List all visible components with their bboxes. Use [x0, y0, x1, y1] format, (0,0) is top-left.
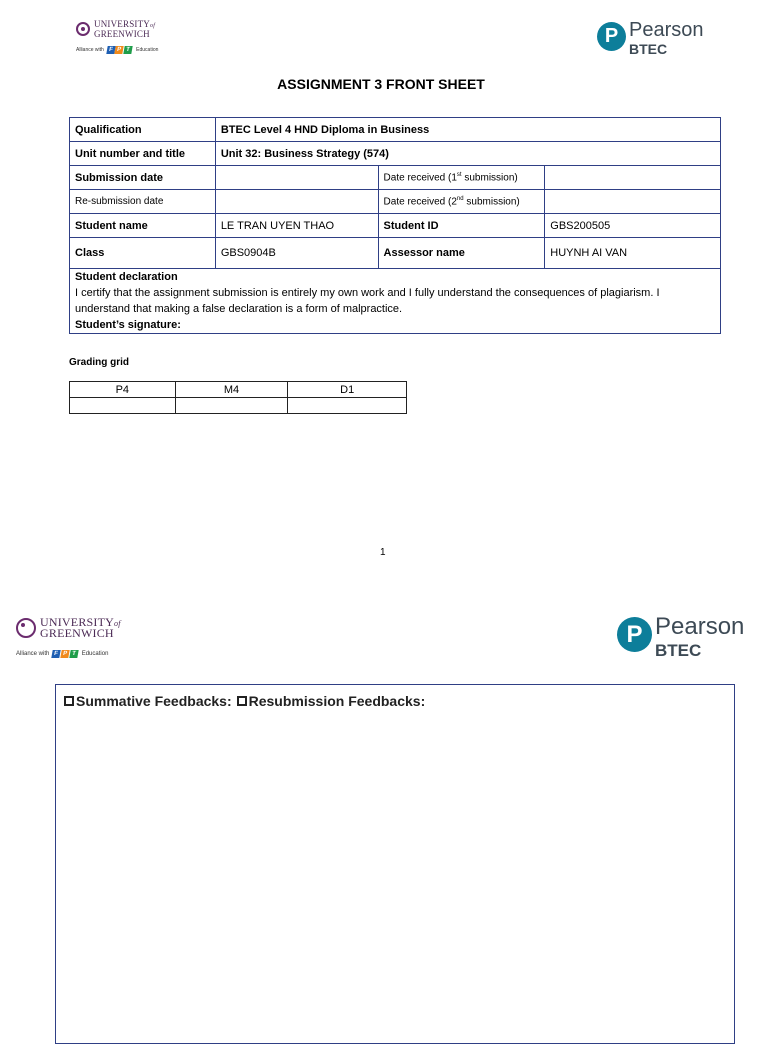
- student-id-label: Student ID: [378, 214, 545, 238]
- feedback-header: [64, 693, 425, 709]
- declaration-text: I certify that the assignment submission is entirely my own work and I fully understand the consequences of plagiarism. I understand that making a false declaration is a form of malpractice.: [75, 287, 660, 315]
- assessor-label: Assessor name: [378, 238, 545, 269]
- pearson-p-icon: P: [617, 617, 652, 652]
- grading-grid-table: [69, 381, 407, 414]
- declaration-title: Student declaration: [75, 271, 178, 283]
- student-id-value: GBS200505: [545, 214, 721, 238]
- date-received-2-value[interactable]: [545, 190, 721, 214]
- fpt-alliance-logo: Alliance with F P T Education: [16, 650, 109, 657]
- student-name-label: Student name: [70, 214, 216, 238]
- page-number: 1: [380, 547, 386, 558]
- resubmission-feedback-label: Resubmission Feedbacks:: [248, 693, 426, 709]
- page-title: ASSIGNMENT 3 FRONT SHEET: [277, 76, 485, 92]
- resubmission-date-label: Re-submission date: [70, 190, 216, 214]
- date-received-1-label: Date received (1st submission): [378, 166, 545, 190]
- grading-header-row: [70, 382, 407, 398]
- grading-value-row: [70, 398, 407, 414]
- university-crest-icon: [76, 22, 90, 36]
- grade-header-p4: P4: [70, 382, 176, 398]
- grade-header-m4: M4: [175, 382, 288, 398]
- resubmission-date-row: [70, 190, 721, 214]
- assessor-value: HUYNH AI VAN: [545, 238, 721, 269]
- grade-value-m4[interactable]: [175, 398, 288, 414]
- grading-grid-label: Grading grid: [69, 357, 129, 368]
- signature-label: Student’s signature:: [75, 319, 181, 331]
- declaration-row: [70, 269, 721, 334]
- qualification-label: Qualification: [70, 118, 216, 142]
- unit-label: Unit number and title: [70, 142, 216, 166]
- class-row: [70, 238, 721, 269]
- pearson-btec-logo-page2: P Pearson BTEC: [617, 615, 744, 659]
- resubmission-date-value[interactable]: [215, 190, 378, 214]
- university-logo: UNIVERSITYof GREENWICH Alliance with F P T Education: [76, 19, 159, 54]
- qualification-row: [70, 118, 721, 142]
- student-row: [70, 214, 721, 238]
- fpt-alliance-logo: Alliance with F P T Education: [76, 47, 159, 54]
- class-label: Class: [70, 238, 216, 269]
- university-crest-icon: [16, 618, 36, 638]
- unit-value: Unit 32: Business Strategy (574): [215, 142, 720, 166]
- grade-header-d1: D1: [288, 382, 407, 398]
- grade-value-p4[interactable]: [70, 398, 176, 414]
- fpt-icon: F P T: [107, 46, 133, 54]
- resubmission-checkbox-icon[interactable]: [237, 696, 247, 706]
- university-logo-page2: UNIVERSITYof GREENWICH Alliance with F P T Education: [16, 615, 121, 657]
- class-value: GBS0904B: [215, 238, 378, 269]
- fpt-icon: F P T: [52, 650, 78, 658]
- grade-value-d1[interactable]: [288, 398, 407, 414]
- pearson-p-icon: P: [597, 22, 626, 51]
- front-sheet-table: [69, 117, 721, 334]
- declaration-cell: [70, 269, 721, 334]
- pearson-btec-logo: P Pearson BTEC: [597, 20, 704, 56]
- summative-feedback-label: Summative Feedbacks:: [76, 693, 232, 709]
- submission-date-row: [70, 166, 721, 190]
- date-received-2-label: Date received (2nd submission): [378, 190, 545, 214]
- submission-date-value[interactable]: [215, 166, 378, 190]
- feedback-box[interactable]: [55, 684, 735, 1044]
- unit-row: [70, 142, 721, 166]
- summative-checkbox-icon[interactable]: [64, 696, 74, 706]
- qualification-value: BTEC Level 4 HND Diploma in Business: [215, 118, 720, 142]
- student-name-value: LE TRAN UYEN THAO: [215, 214, 378, 238]
- date-received-1-value[interactable]: [545, 166, 721, 190]
- submission-date-label: Submission date: [70, 166, 216, 190]
